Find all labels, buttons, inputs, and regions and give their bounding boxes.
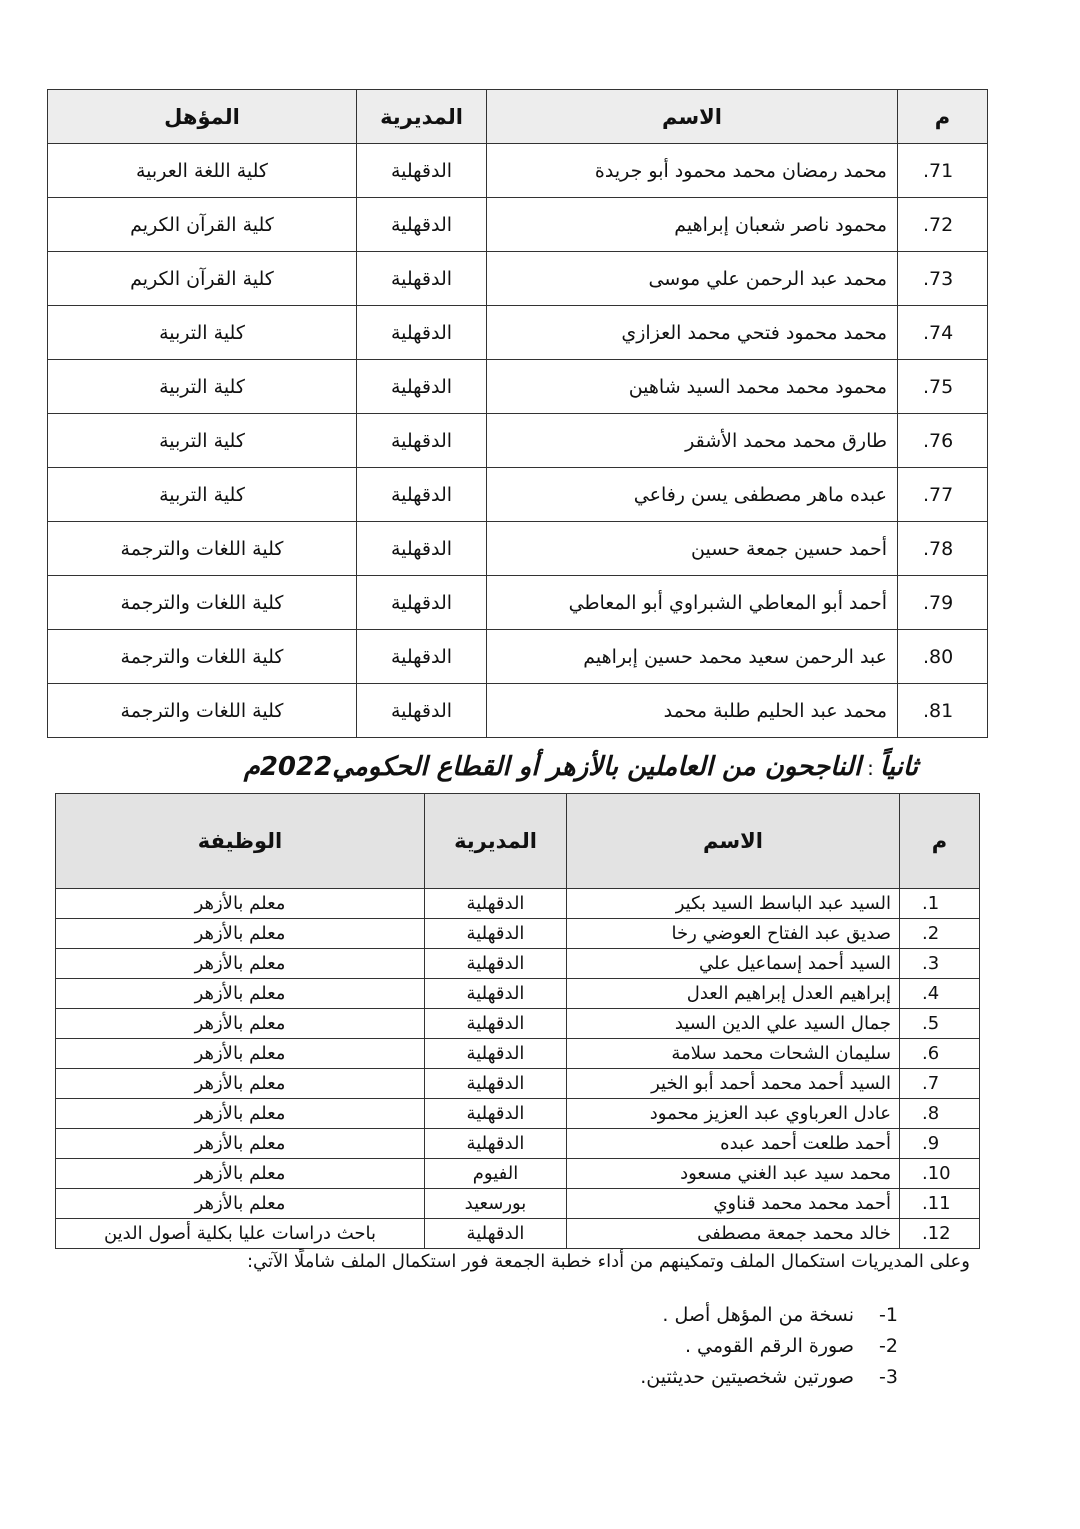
table-row [56, 1039, 980, 1069]
row-name: محمد عبد الحليم طلبة محمد [487, 684, 898, 738]
row-job: معلم بالأزهر [56, 919, 425, 949]
row-job: معلم بالأزهر [56, 1039, 425, 1069]
table-row [56, 1099, 980, 1129]
table-header-row [56, 794, 980, 889]
section-title: الناجحون من العاملين بالأزهر أو القطاع الحكومي2022م [243, 752, 862, 782]
row-number: 73. [898, 252, 988, 306]
row-name: محمد رمضان محمد محمود أبو جريدة [487, 144, 898, 198]
row-directorate: الفيوم [425, 1159, 567, 1189]
row-qualification: كلية اللغات والترجمة [48, 630, 357, 684]
table-row [48, 198, 988, 252]
table-row [48, 630, 988, 684]
list-item-text: صورة الرقم القومي . [684, 1335, 854, 1357]
row-directorate: الدقهلية [357, 468, 487, 522]
row-directorate: الدقهلية [357, 144, 487, 198]
row-job: معلم بالأزهر [56, 1069, 425, 1099]
row-number: 5. [900, 1009, 980, 1039]
table-row [48, 252, 988, 306]
table-row [48, 522, 988, 576]
row-directorate: بورسعيد [425, 1189, 567, 1219]
table-row [48, 576, 988, 630]
row-job: معلم بالأزهر [56, 1009, 425, 1039]
row-qualification: كلية التربية [48, 306, 357, 360]
row-directorate: الدقهلية [357, 306, 487, 360]
row-directorate: الدقهلية [357, 522, 487, 576]
row-number: 3. [900, 949, 980, 979]
list-item [300, 1362, 898, 1393]
row-number: 81. [898, 684, 988, 738]
table-row [56, 1009, 980, 1039]
row-directorate: الدقهلية [357, 684, 487, 738]
row-name: طارق محمد محمد الأشقر [487, 414, 898, 468]
row-qualification: كلية اللغات والترجمة [48, 684, 357, 738]
instructions-note: وعلى المديريات استكمال الملف وتمكينهم من أداء خطبة الجمعة فور استكمال الملف شاملًا الآتي: [246, 1251, 970, 1272]
header-directorate: المديرية [357, 90, 487, 144]
row-qualification: كلية اللغات والترجمة [48, 576, 357, 630]
row-qualification: كلية التربية [48, 414, 357, 468]
row-directorate: الدقهلية [425, 1129, 567, 1159]
row-number: 8. [900, 1099, 980, 1129]
requirements-list [300, 1300, 898, 1393]
row-directorate: الدقهلية [357, 630, 487, 684]
row-name: محمد عبد الرحمن علي موسى [487, 252, 898, 306]
header-name: الاسم [567, 794, 900, 889]
table-row [56, 1159, 980, 1189]
row-name: محمد سيد عبد الغني مسعود [567, 1159, 900, 1189]
row-number: 80. [898, 630, 988, 684]
row-number: 77. [898, 468, 988, 522]
table-row [56, 979, 980, 1009]
row-job: معلم بالأزهر [56, 1129, 425, 1159]
table-row [56, 1219, 980, 1249]
table-row [56, 949, 980, 979]
row-name: السيد أحمد محمد أحمد أبو الخير [567, 1069, 900, 1099]
employees-table [55, 793, 980, 1249]
row-job: معلم بالأزهر [56, 1099, 425, 1129]
row-name: السيد عبد الباسط السيد بكير [567, 889, 900, 919]
row-name: محمود محمد محمد السيد شاهين [487, 360, 898, 414]
row-name: السيد أحمد إسماعيل علي [567, 949, 900, 979]
row-name: صديق عبد الفتاح العوضي رخا [567, 919, 900, 949]
row-qualification: كلية التربية [48, 468, 357, 522]
row-job: باحث دراسات عليا بكلية أصول الدين [56, 1219, 425, 1249]
list-item [300, 1300, 898, 1331]
row-number: 74. [898, 306, 988, 360]
row-job: معلم بالأزهر [56, 1189, 425, 1219]
row-name: خالد محمد جمعة مصطفى [567, 1219, 900, 1249]
row-name: جمال السيد علي الدين السيد [567, 1009, 900, 1039]
table-row [56, 1189, 980, 1219]
table-row [48, 144, 988, 198]
row-qualification: كلية اللغات والترجمة [48, 522, 357, 576]
table-row [48, 468, 988, 522]
row-directorate: الدقهلية [425, 919, 567, 949]
header-name: الاسم [487, 90, 898, 144]
row-name: أحمد أبو المعاطي الشبراوي أبو المعاطي [487, 576, 898, 630]
row-name: أحمد طلعت أحمد عبده [567, 1129, 900, 1159]
list-item-number: 1- [879, 1304, 898, 1326]
row-name: محمود ناصر شعبان إبراهيم [487, 198, 898, 252]
row-number: 76. [898, 414, 988, 468]
row-number: 72. [898, 198, 988, 252]
graduates-table [47, 89, 988, 738]
row-job: معلم بالأزهر [56, 949, 425, 979]
row-number: 11. [900, 1189, 980, 1219]
row-directorate: الدقهلية [425, 979, 567, 1009]
row-job: معلم بالأزهر [56, 889, 425, 919]
row-directorate: الدقهلية [357, 414, 487, 468]
row-name: عادل العرباوي عبد العزيز محمود [567, 1099, 900, 1129]
row-directorate: الدقهلية [425, 949, 567, 979]
row-directorate: الدقهلية [357, 360, 487, 414]
row-number: 75. [898, 360, 988, 414]
table-row [48, 360, 988, 414]
row-number: 10. [900, 1159, 980, 1189]
row-name: أحمد حسين جمعة حسين [487, 522, 898, 576]
row-directorate: الدقهلية [425, 1069, 567, 1099]
header-job: الوظيفة [56, 794, 425, 889]
row-qualification: كلية القرآن الكريم [48, 198, 357, 252]
row-qualification: كلية اللغة العربية [48, 144, 357, 198]
list-item [300, 1331, 898, 1362]
row-name: إبراهيم العدل إبراهيم العدل [567, 979, 900, 1009]
row-directorate: الدقهلية [425, 1219, 567, 1249]
table-row [48, 684, 988, 738]
row-directorate: الدقهلية [425, 1099, 567, 1129]
table-row [56, 1129, 980, 1159]
header-num: م [898, 90, 988, 144]
list-item-text: نسخة من المؤهل أصل . [662, 1304, 854, 1326]
section-separator: : [867, 756, 874, 780]
row-job: معلم بالأزهر [56, 979, 425, 1009]
header-qualification: المؤهل [48, 90, 357, 144]
row-number: 2. [900, 919, 980, 949]
list-item-number: 3- [879, 1366, 898, 1388]
row-number: 79. [898, 576, 988, 630]
row-number: 1. [900, 889, 980, 919]
row-number: 7. [900, 1069, 980, 1099]
section-heading [150, 752, 918, 782]
row-number: 9. [900, 1129, 980, 1159]
row-name: أحمد محمد محمد قناوي [567, 1189, 900, 1219]
row-number: 12. [900, 1219, 980, 1249]
row-name: سليمان الشحات محمد سلامة [567, 1039, 900, 1069]
table-row [56, 919, 980, 949]
list-item-text: صورتين شخصيتين حديثتين. [640, 1366, 854, 1388]
row-number: 4. [900, 979, 980, 1009]
row-job: معلم بالأزهر [56, 1159, 425, 1189]
row-number: 71. [898, 144, 988, 198]
table-row [48, 306, 988, 360]
table-row [48, 414, 988, 468]
row-directorate: الدقهلية [357, 576, 487, 630]
row-directorate: الدقهلية [425, 1039, 567, 1069]
table-header-row [48, 90, 988, 144]
row-number: 78. [898, 522, 988, 576]
row-qualification: كلية القرآن الكريم [48, 252, 357, 306]
row-directorate: الدقهلية [357, 252, 487, 306]
row-directorate: الدقهلية [425, 1009, 567, 1039]
section-prefix: ثانياً [879, 752, 918, 782]
row-number: 6. [900, 1039, 980, 1069]
row-qualification: كلية التربية [48, 360, 357, 414]
row-name: عبد الرحمن سعيد محمد حسين إبراهيم [487, 630, 898, 684]
row-directorate: الدقهلية [357, 198, 487, 252]
row-name: محمد محمود فتحي محمد العزازي [487, 306, 898, 360]
list-item-number: 2- [879, 1335, 898, 1357]
header-directorate: المديرية [425, 794, 567, 889]
table-row [56, 889, 980, 919]
header-num: م [900, 794, 980, 889]
row-name: عبده ماهر مصطفى يسن رفاعي [487, 468, 898, 522]
table-row [56, 1069, 980, 1099]
row-directorate: الدقهلية [425, 889, 567, 919]
